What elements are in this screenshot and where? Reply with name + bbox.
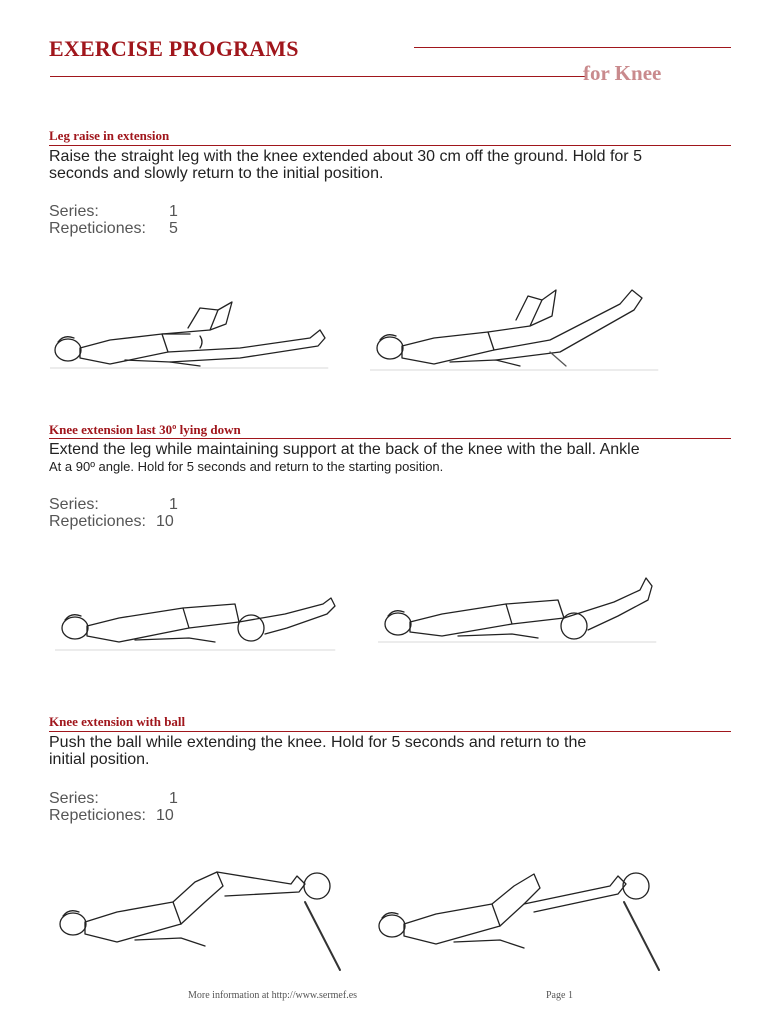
series-value: 1 (169, 790, 178, 807)
description-line: Raise the straight leg with the knee extended about 30 cm off the ground. Hold for 5 (49, 148, 642, 165)
exercise-description (49, 734, 729, 768)
series-row (49, 790, 178, 807)
exercise-rule (49, 438, 731, 439)
exercise-meta (49, 496, 178, 530)
series-value: 1 (169, 203, 178, 220)
exercise-title: Knee extension last 30º lying down (49, 422, 241, 437)
series-label: Series: (49, 203, 99, 220)
footer-info: More information at http://www.sermef.es (188, 990, 358, 1001)
reps-value: 10 (156, 513, 174, 530)
figure-foot-on-ball-bent (55, 862, 345, 972)
reps-row (49, 220, 178, 237)
series-label: Series: (49, 790, 99, 807)
description-line: At a 90º angle. Hold for 5 seconds and return to the starting position. (49, 459, 444, 474)
exercise-rule (49, 145, 731, 146)
description-line: Push the ball while extending the knee. Hold for 5 seconds and return to the (49, 734, 587, 751)
reps-row (49, 807, 178, 824)
reps-label: Repeticiones: (49, 513, 146, 530)
header-rule-top (414, 47, 731, 48)
figure-foot-on-ball-extended (374, 862, 664, 972)
header-rule-bottom (50, 76, 585, 77)
page-title: EXERCISE PROGRAMS (49, 36, 299, 61)
footer-page-number: Page 1 (546, 990, 573, 1001)
figure-lying-knee-bent (50, 290, 330, 375)
exercise-title: Knee extension with ball (49, 714, 186, 729)
series-row (49, 496, 178, 513)
exercise-meta (49, 203, 178, 237)
description-line: initial position. (49, 751, 150, 768)
page-subtitle: for Knee (583, 61, 662, 85)
series-row (49, 203, 178, 220)
exercise-description (49, 148, 729, 182)
reps-label: Repeticiones: (49, 220, 146, 237)
series-value: 1 (169, 496, 178, 513)
description-line: Extend the leg while maintaining support at the back of the knee with the ball. Ankle (49, 441, 640, 458)
series-label: Series: (49, 496, 99, 513)
description-line: seconds and slowly return to the initial position. (49, 165, 384, 182)
reps-value: 5 (169, 220, 178, 237)
exercise-title: Leg raise in extension (49, 128, 170, 143)
figure-lying-leg-raised (370, 270, 660, 380)
reps-label: Repeticiones: (49, 807, 146, 824)
exercise-meta (49, 790, 178, 824)
figure-ball-under-knee (55, 578, 340, 658)
reps-value: 10 (156, 807, 174, 824)
figure-ball-under-knee-extended (378, 570, 658, 650)
reps-row (49, 513, 178, 530)
exercise-rule (49, 731, 731, 732)
exercise-description (49, 441, 729, 475)
